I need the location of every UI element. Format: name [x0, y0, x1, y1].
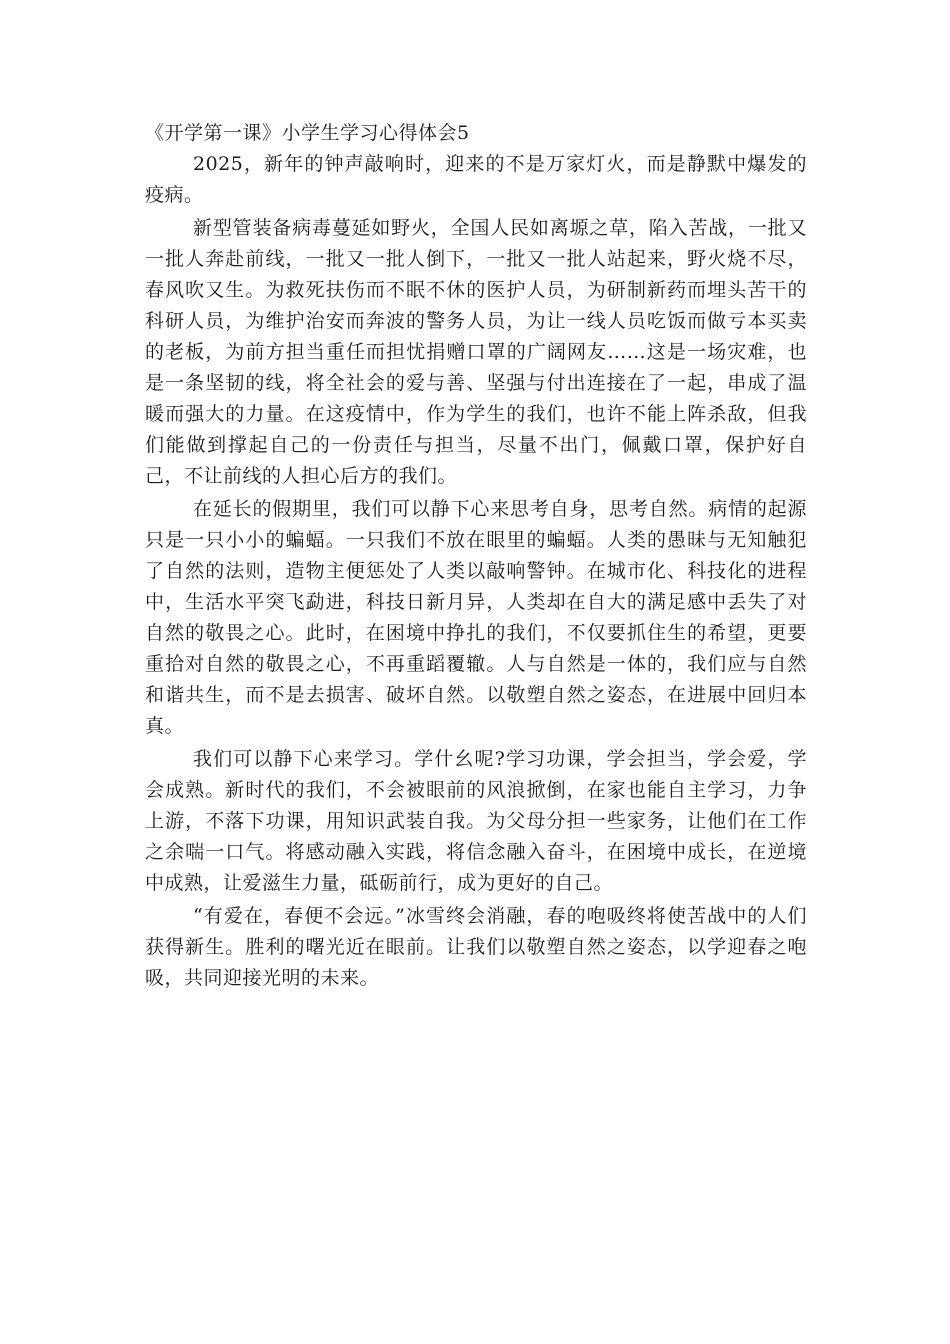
paragraph-4: 我们可以静下心来学习。学什幺呢?学习功课，学会担当，学会爱，学会成熟。新时代的我们，不会被眼前的风浪掀倒，在家也能自主学习，力争上游，不落下功课，用知识武装自我。为父母分担一些家务，让他们在工作之余喘一口气。将感动融入实践，将信念融入奋斗，在困境中成长，在逆境中成熟，让爱滋生力量，砥砺前行，成为更好的自己。: [145, 748, 807, 894]
paragraph-2: 新型管装备病毒蔓延如野火，全国人民如离塬之草，陷入苦战，一批又一批人奔赴前线，一批又一批人倒下，一批又一批人站起来，野火烧不尽，春风吹又生。为救死扶伤而不眠不休的医护人员，为研制新药而埋头苦干的科研人员，为维护治安而奔波的警务人员，为让一线人员吃饭而做亏本买卖的老板，为前方担当重任而担忧捐赠口罩的广阔网友……这是一场灾难，也是一条坚韧的线，将全社会的爱与善、坚强与付出连接在了一起，串成了温暖而强大的力量。在这疫情中，作为学生的我们，也许不能上阵杀敌，但我们能做到撑起自己的一份责任与担当，尽量不出门，佩戴口罩，保护好自己，不让前线的人担心后方的我们。: [145, 217, 807, 487]
paragraph-1: 2025，新年的钟声敲响时，迎来的不是万家灯火，而是静默中爆发的疫病。: [145, 153, 807, 206]
document-body: [145, 118, 807, 994]
paragraph-3: 在延长的假期里，我们可以静下心来思考自身，思考自然。病情的起源只是一只小小的蝙蝠。一只我们不放在眼里的蝙蝠。人类的愚昧与无知触犯了自然的法则，造物主便惩处了人类以敲响警钟。在城市化、科技化的进程中，生活水平突飞勐进，科技日新月异，人类却在自大的满足感中丢失了对自然的敬畏之心。此时，在困境中挣扎的我们，不仅要抓住生的希望，更要重拾对自然的敬畏之心，不再重蹈覆辙。人与自然是一体的，我们应与自然和谐共生，而不是去损害、破坏自然。以敬塑自然之姿态，在进展中回归本真。: [145, 498, 807, 737]
document-title: 《开学第一课》小学生学习心得体会5: [145, 122, 470, 144]
paragraph-5: “有爱在，春便不会远。”冰雪终会消融，春的咆吸终将使苦战中的人们获得新生。胜利的曙光近在眼前。让我们以敬塑自然之姿态，以学迎春之咆吸，共同迎接光明的未来。: [145, 905, 807, 989]
